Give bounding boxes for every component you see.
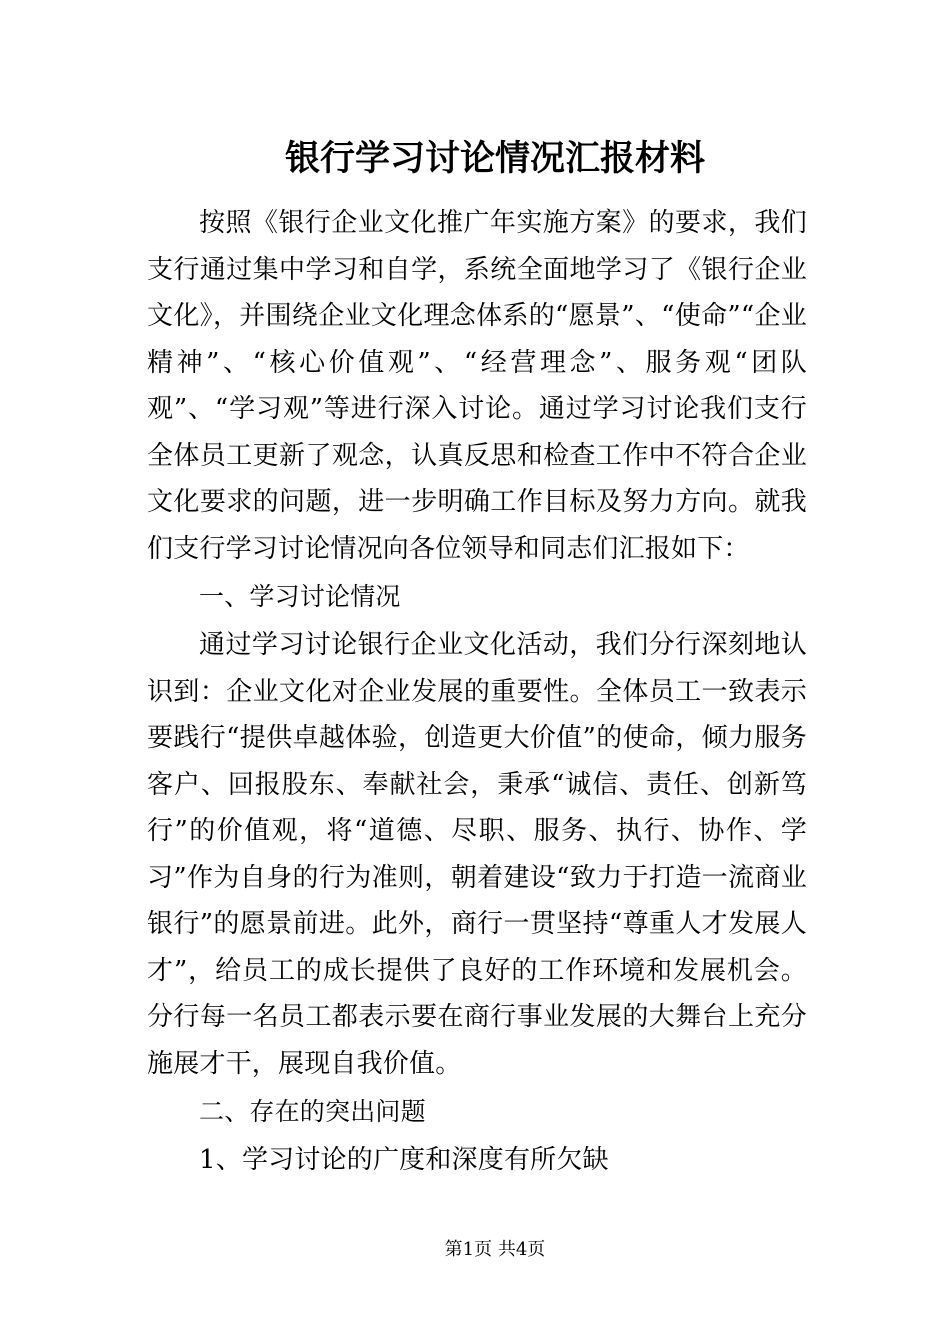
section-1-paragraph: 通过学习讨论银行企业文化活动，我们分行深刻地认识到：企业文化对企业发展的重要性。全体员工一致表示要践行“提供卓越体验，创造更大价值”的使命，倾力服务客户、回报股东、奉献社会，秉承“诚信、责任、创新笃行”的价值观，将“道德、尽职、服务、执行、协作、学习”作为自身的行为准则，朝着建设“致力于打造一流商业银行”的愿景前进。此外，商行一贯坚持“尊重人才发展人才”，给员工的成长提供了良好的工作环境和发展机会。分行每一名员工都表示要在商行事业发展的大舞台上充分施展才干，展现自我价值。 (147, 630, 807, 1079)
document-title: 银行学习讨论情况汇报材料 (284, 138, 705, 179)
section-1-heading: 一、学习讨论情况 (199, 582, 401, 611)
intro-paragraph: 按照《银行企业文化推广年实施方案》的要求，我们支行通过集中学习和自学，系统全面地学习了《银行企业文化》，并围绕企业文化理念体系的“愿景”、“使命”“企业精神”、“核心价值观”、“经营理念”、服务观“团队观”、“学习观”等进行深入讨论。通过学习讨论我们支行全体员工更新了观念，认真反思和检查工作中不符合企业文化要求的问题，进一步明确工作目标及努力方向。就我们支行学习讨论情况向各位领导和同志们汇报如下： (147, 208, 807, 564)
document-body (147, 200, 807, 1184)
section-2-item-1: 1、学习讨论的广度和深度有所欠缺 (199, 1145, 609, 1175)
page-footer: 第1页 共4页 (444, 1239, 546, 1260)
section-2-heading: 二、存在的突出问题 (199, 1097, 426, 1126)
